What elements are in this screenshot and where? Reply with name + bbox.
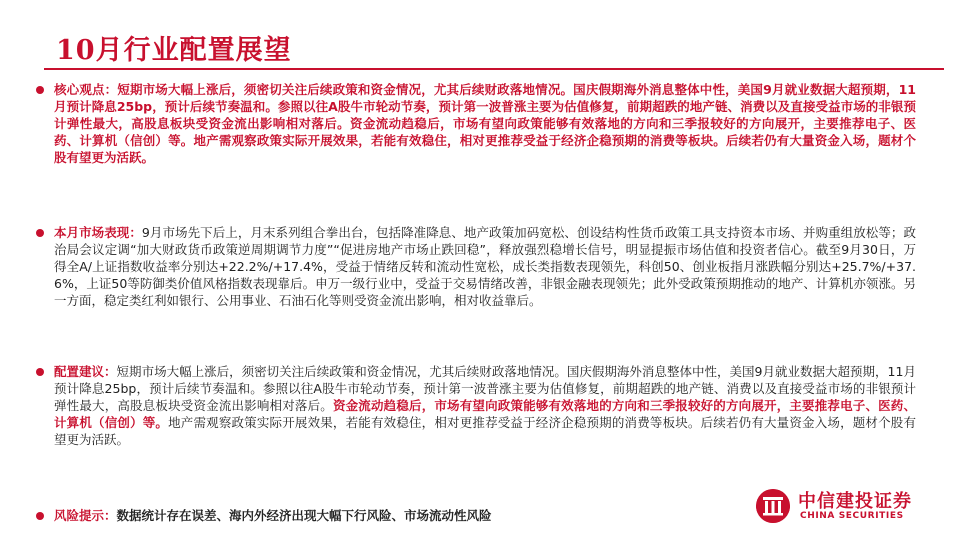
logo-english-name: CHINA SECURITIES [800,511,904,521]
advice-highlight: 资金流动趋稳后，市场有望向政策能够有效落地的方向和三季报较好的方向展开，主要推荐电子、医药、计算机（信创）等。 [54,398,916,430]
core-view-paragraph [54,81,916,166]
bullet-icon [36,86,44,94]
company-logo [756,487,932,527]
advice-section [36,363,916,448]
bullet-icon [36,229,44,237]
advice-text: 短期市场大幅上涨后，须密切关注后续政策和资金情况，尤其后续财政落地情况。国庆假期海外消息整体中性，美国9月就业数据大超预期，11月预计降息25bp，预计后续节奏温和。参照以往A股牛市轮动节奏，预计第一波普涨主要为估值修复，前期超跌的地产链、消费以及直接受益市场的非银预计弹性最大，高股息板块受资金流出影响相对落后。 [54,364,916,413]
market-label: 本月市场表现： [54,225,142,240]
market-paragraph [54,224,916,309]
risk-paragraph [54,507,736,524]
advice-label: 配置建议： [54,364,117,379]
core-view-label: 核心观点： [54,82,118,97]
logo-emblem-icon [756,489,790,523]
risk-text: 数据统计存在误差、海内外经济出现大幅下行风险、市场流动性风险 [116,508,492,523]
bullet-icon [36,368,44,376]
logo-chinese-name: 中信建投证券 [798,491,912,512]
advice-paragraph [54,363,916,448]
risk-section [36,507,736,524]
core-view-text: 短期市场大幅上涨后，须密切关注后续政策和资金情况，尤其后续财政落地情况。国庆假期海外消息整体中性，美国9月就业数据大超预期，11月预计降息25bp，预计后续节奏温和。参照以往A股牛市轮动节奏，预计第一波普涨主要为估值修复，前期超跌的地产链、消费以及直接受益市场的非银预计弹性最大，高股息板块受资金流出影响相对落后。资金流动趋稳后，市场有望向政策能够有效落地的方向和三季报较好的方向展开，主要推荐电子、医药、计算机（信创）等。地产需观察政策实际开展效果，若能有效稳住，相对更推荐受益于经济企稳预期的消费等板块。后续若仍有大量资金入场，题材个股有望更为活跃。 [54,82,916,165]
risk-label: 风险提示： [54,508,117,523]
market-section [36,224,916,309]
title-divider [44,68,944,70]
core-view-section [36,81,916,166]
advice-tail: 地产需观察政策实际开展效果，若能有效稳住，相对更推荐受益于经济企稳预期的消费等板块。后续若仍有大量资金入场，题材个股有望更为活跃。 [54,415,916,447]
page-title: 10月行业配置展望 [56,35,292,66]
bullet-icon [36,512,44,520]
market-text: 9月市场先下后上，月末系列组合拳出台，包括降准降息、地产政策加码宽松、创设结构性货币政策工具支持资本市场、并购重组放松等；政治局会议定调“加大财政货币政策逆周期调节力度”“促进房地产市场止跌回稳”，释放强烈稳增长信号，明显提振市场估值和投资者信心。截至9月30日，万得全A/上证指数收益率分别达+22.2%/+17.4%，受益于情绪反转和流动性宽松，成长类指数表现领先，科创50、创业板指月涨跌幅分别达+25.7%/+37.6%，上证50等防御类价值风格指数表现靠后。申万一级行业中，受益于交易情绪改善，非银金融表现领先；此外受政策预期推动的地产、计算机亦领涨。另一方面，稳定类红利如银行、公用事业、石油石化等则受资金流出影响，相对收益靠后。 [54,225,916,308]
